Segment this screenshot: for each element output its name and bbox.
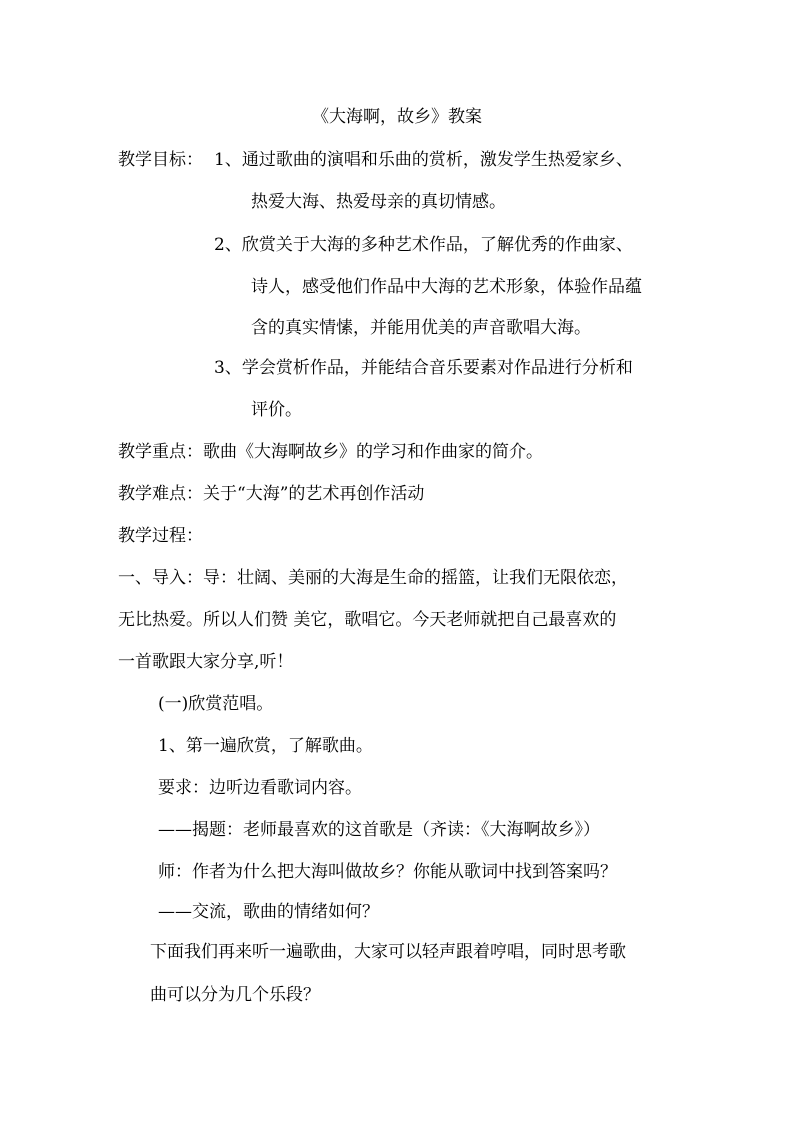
objective-2-line-1: 2、欣赏关于大海的多种艺术作品，了解优秀的作曲家、 (214, 235, 633, 255)
intro-line-3: 一首歌跟大家分享,听！ (118, 652, 294, 672)
objective-3-line-2: 评价。 (251, 400, 302, 420)
section-1-heading: (一)欣赏范唱。 (158, 694, 274, 714)
objectives-label: 教学目标： (118, 150, 203, 170)
key-points: 教学重点：歌曲《大海啊故乡》的学习和作曲家的简介。 (118, 442, 543, 462)
objective-1-line-2: 热爱大海、热爱母亲的真切情感。 (251, 192, 506, 212)
process-label: 教学过程： (118, 526, 203, 546)
objective-2-line-3: 含的真实情愫，并能用优美的声音歌唱大海。 (251, 318, 591, 338)
exchange: ——交流，歌曲的情绪如何？ (158, 902, 379, 922)
requirement: 要求：边听边看歌词内容。 (158, 778, 362, 798)
difficulties: 教学难点：关于“大海”的艺术再创作活动 (118, 484, 425, 504)
objective-2-line-2: 诗人，感受他们作品中大海的艺术形象，体验作品蕴 (251, 277, 642, 297)
document-title: 《大海啊，故乡》教案 (312, 107, 482, 127)
reveal-topic: ——揭题：老师最喜欢的这首歌是（齐读：《大海啊故乡》） (158, 820, 600, 840)
objective-3-line-1: 3、学会赏析作品，并能结合音乐要素对作品进行分析和 (214, 358, 633, 378)
next-listen-line-2: 曲可以分为几个乐段？ (150, 985, 320, 1005)
intro-line-2: 无比热爱。所以人们赞 美它，歌唱它。今天老师就把自己最喜欢的 (118, 610, 617, 630)
objective-1-line-1: 1、通过歌曲的演唱和乐曲的赏析，激发学生热爱家乡、 (214, 150, 633, 170)
teacher-question: 师：作者为什么把大海叫做故乡？你能从歌词中找到答案吗？ (158, 862, 617, 882)
intro-line-1: 一、导入：导：壮阔、美丽的大海是生命的摇篮，让我们无限依恋， (118, 568, 628, 588)
step-1: 1、第一遍欣赏，了解歌曲。 (158, 736, 373, 756)
next-listen-line-1: 下面我们再来听一遍歌曲，大家可以轻声跟着哼唱，同时思考歌 (150, 942, 626, 962)
